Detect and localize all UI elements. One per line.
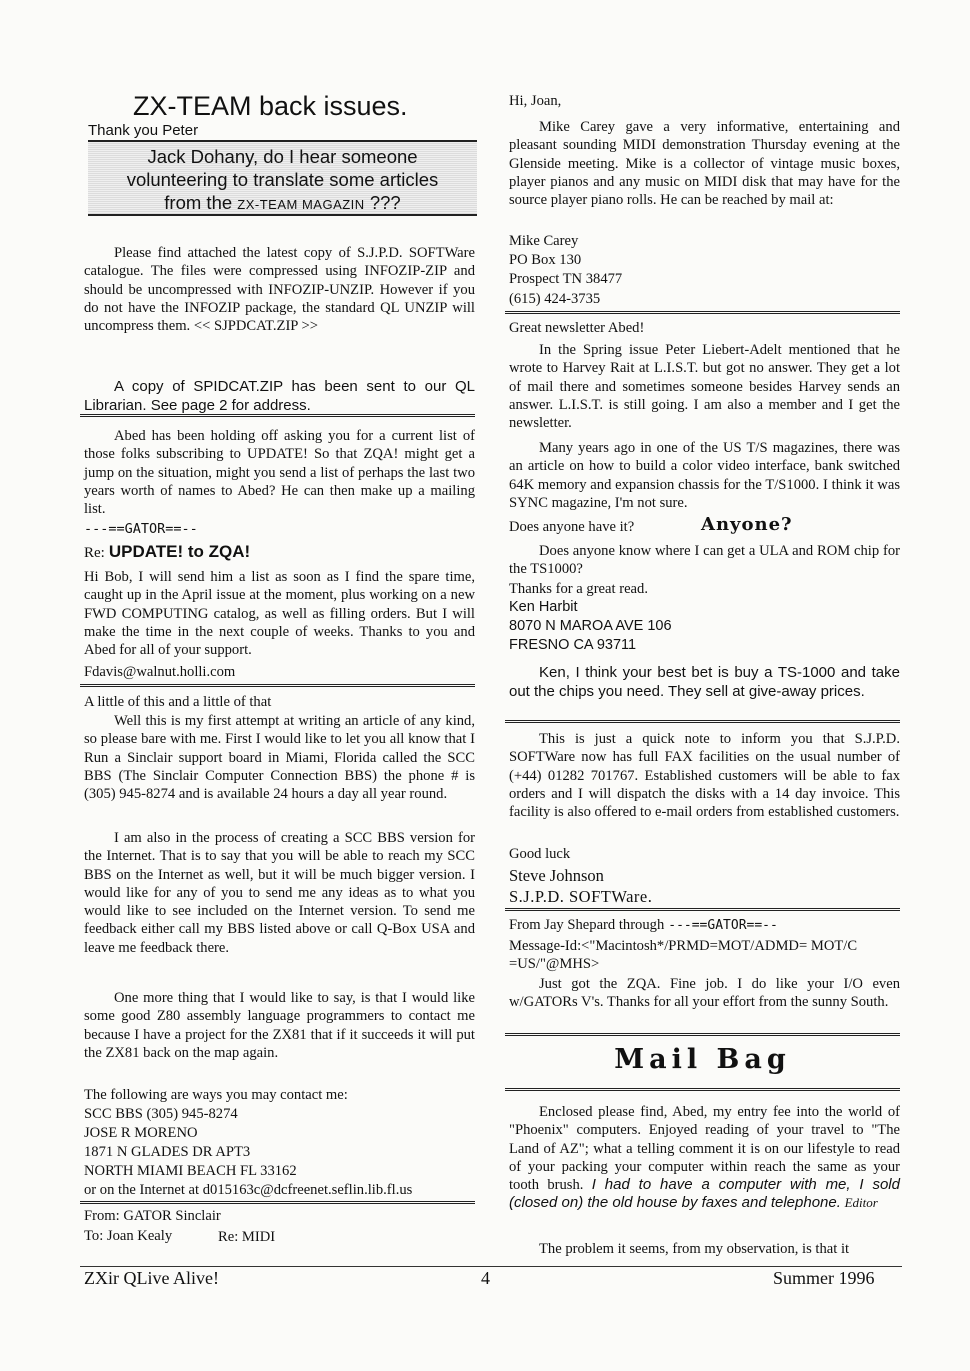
jay-paragraph: Just got the ZQA. Fine job. I do like your I/O even w/GATORs V's. Thanks for all your effort from the sunny South.: [509, 976, 900, 1011]
newsletter-title: Great newsletter Abed!: [509, 320, 645, 336]
divider: [80, 1201, 475, 1204]
fdavis-email: Fdavis@walnut.holli.com: [84, 664, 236, 680]
problem-paragraph: The problem it seems, from my observation, is that it: [539, 1241, 850, 1257]
divider: [80, 414, 475, 417]
back-issues-title: ZX-TEAM back issues.: [133, 91, 408, 121]
divider: [505, 908, 900, 911]
mailbag-header: [505, 1036, 900, 1091]
abed-paragraph: Abed has been holding off asking you for a current list of those folks subscribing to UPDATE! So that ZQA! might get a jump on the situation, might you send a list of perhaps the last two years worth of names to Abed? He can then make up a mailing list.: [84, 428, 475, 518]
ken-line: 8070 N MAROA AVE 106: [509, 618, 672, 634]
ken-line: Ken Harbit: [509, 599, 578, 615]
translation-banner: [88, 140, 477, 216]
gator-signature: ---==GATOR==--: [84, 521, 198, 537]
address-line: Mike Carey: [509, 233, 579, 249]
banner-line-1: Jack Dohany, do I hear someone: [147, 146, 418, 167]
address-line: Prospect TN 38477: [509, 271, 623, 287]
good-luck: Good luck: [509, 846, 571, 862]
thanks-line: Thank you Peter: [88, 122, 199, 139]
greeting: Hi, Joan,: [509, 93, 562, 109]
page-number: 4: [481, 1268, 490, 1288]
from-line: From: GATOR Sinclair: [84, 1208, 221, 1224]
contact-internet: or on the Internet at d015163c@dcfreenet.seflin.lib.fl.us: [84, 1182, 413, 1198]
thanks-read: Thanks for a great read.: [509, 581, 648, 597]
signature-company: S.J.P.D. SOFTWare.: [509, 887, 653, 906]
ula-paragraph: Does anyone know where I can get a ULA and ROM chip for the TS1000?: [509, 543, 900, 578]
contact-line: NORTH MIAMI BEACH FL 33162: [84, 1163, 297, 1179]
contact-line: SCC BBS (305) 945-8274: [84, 1106, 238, 1122]
mailbag-paragraph: Enclosed please find, Abed, my entry fee into the world of "Phoenix" computers. Enjoyed reading of your travel to "The Land of AZ"; what a telling comment it is on our lifestyle to read of your packing your computer within reach the same as your tooth brush. I had to have a computer with me, I sold (closed on) the old house by faxes and telephone. Editor: [509, 1104, 900, 1212]
to-line: To: Joan Kealy: [84, 1228, 173, 1244]
little-title: A little of this and a little of that: [84, 694, 272, 710]
editor-signature: Editor: [844, 1195, 878, 1211]
banner-line-3: from the ZX-TEAM MAGAZIN ???: [164, 192, 401, 213]
divider: [505, 311, 900, 314]
contact-intro: The following are ways you may contact me:: [84, 1087, 348, 1103]
editor-note: I had to have a computer with me, I sold (closed on) the old house by faxes and telephone.: [509, 1176, 900, 1212]
newsletter-paragraph-2: Many years ago in one of the US T/S magazines, there was an article on how to build a color video interface, bank switched 64K memory and expansion chassis for the T/S1000. I think it was SYNC magazine, I'm not sure.: [509, 440, 900, 511]
message-id: Message-Id:<"Macintosh*/PRMD=MOT/ADMD= MOT/C =US/"@MHS>: [509, 938, 858, 973]
footer-issue: Summer 1996: [773, 1268, 875, 1288]
update-subject: Re: UPDATE! to ZQA!: [84, 542, 251, 561]
address-line: PO Box 130: [509, 252, 582, 268]
contact-line: JOSE R MORENO: [84, 1125, 198, 1141]
footer-rule: [80, 1266, 902, 1267]
footer-title: ZXir QLive Alive!: [84, 1268, 219, 1288]
mailbag-title: Mail Bag: [614, 1044, 791, 1075]
little-paragraph-1: Well this is my first attempt at writing an article of any kind, so please bare with me. First I would like to let you all know that I Run a Sinclair support board in Miami, Florida called the SCC BBS (The Sinclair Computer Connection BBS) the phone # is (305) 945-8274 and is available 24 hours a day all year round.: [84, 713, 475, 803]
phone-line: (615) 424-3735: [509, 291, 601, 307]
ken-line: FRESNO CA 93711: [509, 637, 637, 653]
little-paragraph-2: I am also in the process of creating a SCC BBS version for the Internet. That is to say that you will be able to reach my SCC BBS on the Internet as well, but it will be much bigger version. I would like for any of you to send me any ideas as to what you would like to see included on the Internet version. To send me feedback either call my BBS listed above or call Q-Box USA and leave me feedback there.: [84, 830, 475, 956]
contact-line: 1871 N GLADES DR APT3: [84, 1144, 251, 1160]
bob-reply-paragraph: Hi Bob, I will send him a list as soon as I find the spare time, caught up in the April issue at the moment, plus working on a new FWD COMPUTING catalog, as well as filling orders. But I will make the time in the next couple of weeks. Thanks to you and Abed for all of your support.: [84, 569, 475, 659]
does-anyone-line: Does anyone have it?: [509, 519, 635, 535]
spjdcat-note: A copy of SPIDCAT.ZIP has been sent to our QL Librarian. See page 2 for address.: [84, 378, 475, 414]
sjpd-catalogue-paragraph: Please find attached the latest copy of S.J.P.D. SOFTWare catalogue. The files were compressed using INFOZIP-ZIP and should be uncompressed with INFOZIP-UNZIP. However if you do not have the INFOZIP package, the standard QL UNZIP will uncompress them. << SJPDCAT.ZIP >>: [84, 245, 475, 335]
jay-from-line: From Jay Shepard through ---==GATOR==--: [509, 917, 778, 933]
fax-paragraph: This is just a quick note to inform you that S.J.P.D. SOFTWare now has full FAX facilities on the usual number of (+44) 01282 701767. Established customers will be able to fax orders and I will dispatch the disks with a 14 day invoice. This facility is also offered to e-mail orders from established customers.: [509, 731, 900, 821]
signature-name: Steve Johnson: [509, 866, 604, 885]
divider: [80, 684, 475, 687]
re-midi: Re: MIDI: [218, 1229, 276, 1245]
little-paragraph-3: One more thing that I would like to say, is that I would like some good Z80 assembly language programmers to contact me because I have a project for the ZX81 that if it succeeds it will put the ZX81 back on the map again.: [84, 990, 475, 1061]
midi-paragraph: Mike Carey gave a very informative, entertaining and pleasant sounding MIDI demonstration Thursday evening at the Glenside meeting. Mike is a collector of vintage music boxes, player pianos and any music on MIDI disk that may have for the source player piano rolls. He can be reached by mail at:: [509, 119, 900, 209]
banner-line-2: volunteering to translate some articles: [126, 169, 439, 190]
divider: [505, 720, 900, 723]
newsletter-paragraph-1: In the Spring issue Peter Liebert-Adelt mentioned that he wrote to Harvey Rait at L.I.S.T. but got no answer. They get a lot of mail there and sometimes someone besides Harvey sends an answer. L.I.S.T. is still going. I am also a member and I get the newsletter.: [509, 342, 900, 432]
ken-reply: Ken, I think your best bet is buy a TS-1000 and take out the chips you need. They sell at give-away prices.: [509, 664, 900, 700]
anyone-label: Anyone?: [701, 514, 793, 535]
